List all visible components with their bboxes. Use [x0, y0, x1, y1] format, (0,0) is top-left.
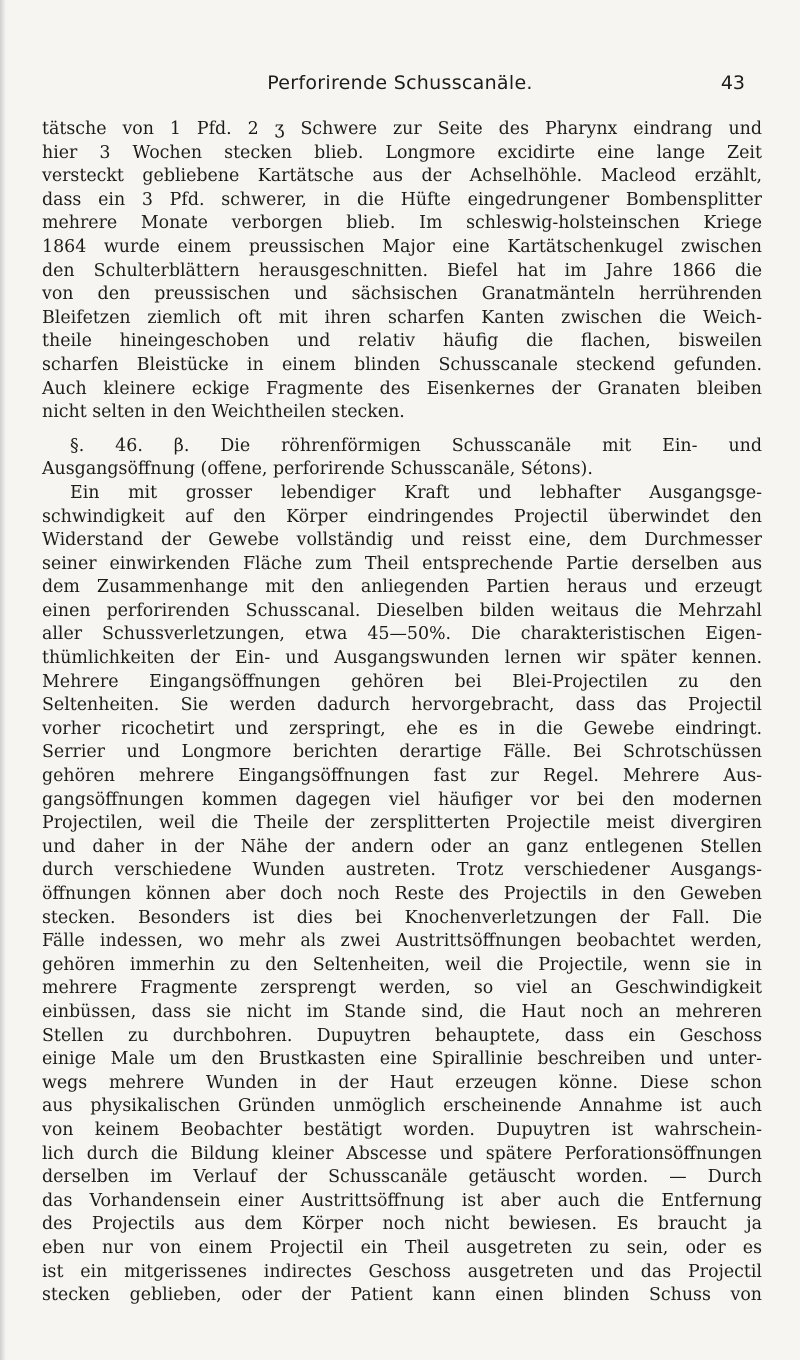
text-line: und daher in der Nähe der andern oder an ganz entlegenen Stellen: [42, 836, 762, 857]
text-line: mehrere Fragmente zersprengt werden, so viel an Geschwindigkeit: [42, 978, 762, 999]
section-heading-line: Ausgangsöffnung (offene, perforirende Schusscanäle, Sétons).: [42, 459, 593, 480]
text-line: stecken. Besonders ist dies bei Knochenverletzungen der Fall. Die: [42, 907, 762, 928]
text-line: gangsöffnungen kommen dagegen viel häufiger vor bei den modernen: [42, 789, 762, 810]
text-line: einige Male um den Brustkasten eine Spirallinie beschreiben und unter-: [42, 1049, 762, 1070]
text-line: Mehrere Eingangsöffnungen gehören bei Blei-Projectilen zu den: [42, 671, 762, 692]
text-line: durch verschiedene Wunden austreten. Trotz verschiedener Ausgangs-: [42, 860, 762, 881]
text-line: dem Zusammenhange mit den anliegenden Partien heraus und erzeugt: [42, 577, 762, 598]
text-line: von keinem Beobachter bestätigt worden. Dupuytren ist wahrschein-: [42, 1119, 762, 1140]
text-line: scharfen Bleistücke in einem blinden Schusscanale steckend gefunden.: [42, 354, 762, 375]
text-line: öffnungen können aber doch noch Reste des Projectils in den Geweben: [42, 884, 762, 904]
text-line: dass ein 3 Pfd. schwerer, in die Hüfte eingedrungener Bombensplitter: [42, 189, 762, 210]
body-text: [42, 118, 762, 1308]
text-line: schwindigkeit auf den Körper eindringendes Projectil überwindet den: [42, 506, 762, 527]
text-line: gehören immerhin zu den Seltenheiten, weil die Projectile, wenn sie in: [42, 954, 762, 975]
text-line: theile hineingeschoben und relativ häufig die flachen, bisweilen: [42, 331, 762, 352]
text-line: Serrier und Longmore berichten derartige Fälle. Bei Schrotschüssen: [42, 742, 762, 763]
text-line: seiner einwirkenden Fläche zum Theil entsprechende Partie derselben aus: [42, 553, 762, 574]
text-line: des Projectils aus dem Körper noch nicht bewiesen. Es braucht ja: [42, 1214, 762, 1235]
text-line: vorher ricochetirt und zerspringt, ehe es in die Gewebe eindringt.: [42, 718, 762, 739]
text-line: eben nur von einem Projectil ein Theil ausgetreten zu sein, oder es: [42, 1237, 762, 1258]
text-line: das Vorhandensein einer Austrittsöffnung ist aber auch die Entfernung: [42, 1190, 762, 1211]
text-line: Bleifetzen ziemlich oft mit ihren scharfen Kanten zwischen die Weich-: [42, 307, 762, 328]
text-line: thümlichkeiten der Ein- und Ausgangswunden lernen wir später kennen.: [42, 648, 762, 669]
text-line: von den preussischen und sächsischen Granatmänteln herrührenden: [42, 284, 762, 305]
page-edge-shadow: [0, 0, 6, 1360]
text-line: versteckt gebliebene Kartätsche aus der Achselhöhle. Macleod erzählt,: [42, 166, 762, 187]
text-line: Auch kleinere eckige Fragmente des Eisenkernes der Granaten bleiben: [42, 378, 762, 399]
paragraph-gap: [42, 425, 762, 435]
text-line: aus physikalischen Gründen unmöglich erscheinende Annahme ist auch: [42, 1096, 762, 1117]
page-number: 43: [720, 72, 745, 94]
text-line: den Schulterblättern herausgeschnitten. Biefel hat im Jahre 1866 die: [42, 260, 762, 281]
text-line: Stellen zu durchbohren. Dupuytren behauptete, dass ein Geschoss: [42, 1025, 762, 1046]
text-line: stecken geblieben, oder der Patient kann einen blinden Schuss von: [42, 1285, 762, 1306]
running-title: Perforirende Schusscanäle.: [267, 72, 533, 94]
text-line: einbüssen, dass sie nicht im Stande sind, die Haut noch an mehreren: [42, 1001, 762, 1022]
page-header: [0, 72, 800, 102]
text-line: Fälle indessen, wo mehr als zwei Austrittsöffnungen beobachtet werden,: [42, 931, 762, 952]
text-line: ist ein mitgerissenes indirectes Geschoss ausgetreten und das Projectil: [42, 1261, 762, 1282]
text-line: gehören mehrere Eingangsöffnungen fast zur Regel. Mehrere Aus-: [42, 766, 762, 787]
text-line: aller Schussverletzungen, etwa 45—50%. Die charakteristischen Eigen-: [42, 624, 762, 645]
text-line: hier 3 Wochen stecken blieb. Longmore excidirte eine lange Zeit: [42, 142, 762, 163]
text-line: einen perforirenden Schusscanal. Dieselben bilden weitaus die Mehrzahl: [42, 600, 762, 621]
text-line: 1864 wurde einem preussischen Major eine Kartätschenkugel zwischen: [42, 236, 762, 257]
text-line: mehrere Monate verborgen blieb. Im schleswig-holsteinschen Kriege: [42, 213, 762, 234]
text-line: nicht selten in den Weichtheilen stecken.: [42, 402, 405, 423]
text-line: derselben im Verlauf der Schusscanäle getäuscht worden. — Durch: [42, 1167, 762, 1188]
text-line: tätsche von 1 Pfd. 2 ʒ Schwere zur Seite des Pharynx eindrang und: [42, 119, 762, 139]
text-line: Projectilen, weil die Theile der zersplitterten Projectile meist divergiren: [42, 813, 762, 834]
text-line: Widerstand der Gewebe vollständig und reisst eine, dem Durchmesser: [42, 530, 762, 551]
text-line: lich durch die Bildung kleiner Abscesse und spätere Perforationsöffnungen: [42, 1143, 762, 1164]
text-line: wegs mehrere Wunden in der Haut erzeugen könne. Diese schon: [42, 1072, 762, 1093]
text-line: Seltenheiten. Sie werden dadurch hervorgebracht, dass das Projectil: [42, 695, 762, 716]
text-line: Ein mit grosser lebendiger Kraft und lebhafter Ausgangsge-: [70, 482, 762, 503]
section-heading-line: §. 46. β. Die röhrenförmigen Schusscanäle mit Ein- und: [70, 435, 762, 456]
